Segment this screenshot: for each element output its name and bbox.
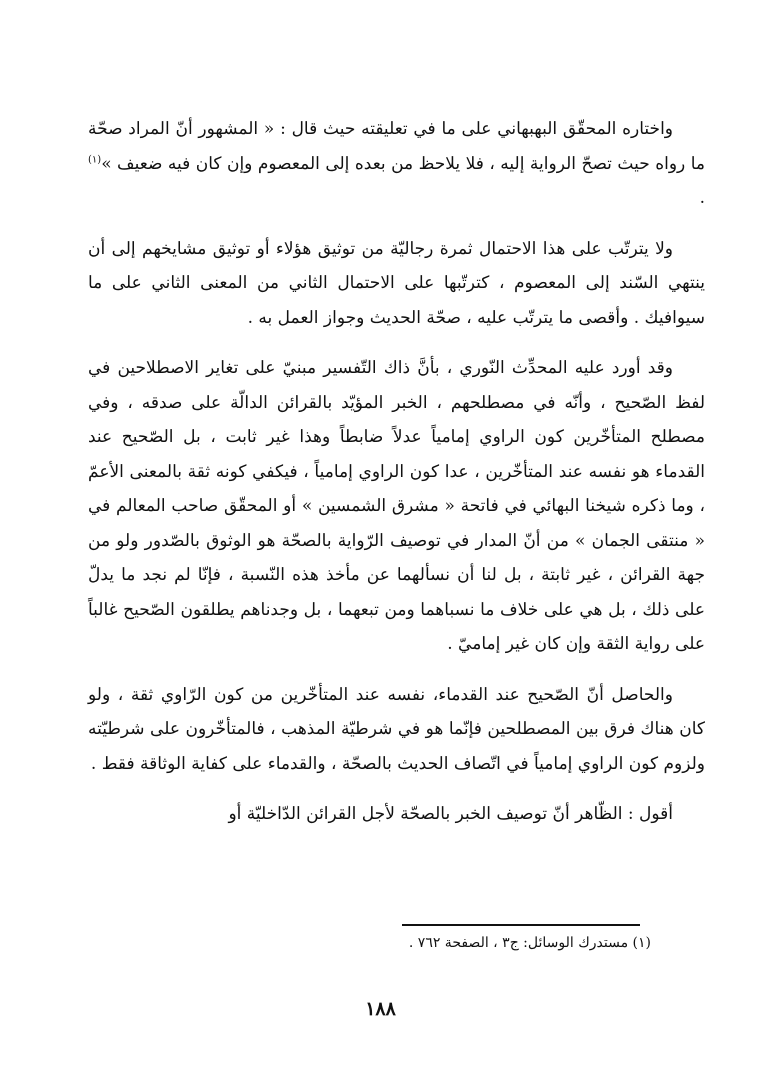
paragraph-1-tail: . — [699, 188, 705, 208]
paragraph-2: ولا يترتّب على هذا الاحتمال ثمرة رجاليّة من توثيق هؤلاء أو توثيق مشايخهم إلى أن ينتهي السّند إلى المعصوم ، كترتّبها على الاحتمال الثاني من المعنى الثاني على ما سيوافيك . وأقصى ما يترتّب عليه ، صحّة الحديث وجواز العمل به . — [88, 238, 705, 328]
footnote-divider — [402, 924, 640, 926]
page-number: ١٨٨ — [365, 998, 396, 1020]
paragraph-1 — [88, 112, 705, 216]
paragraph-1-text: واختاره المحقّق البهبهاني على ما في تعليقته حيث قال : « المشهور أنّ المراد صحّة ما رواه حيث تصحّ الرواية إليه ، فلا يلاحظ من بعده إلى المعصوم وإن كان فيه ضعيف » — [88, 119, 705, 174]
footnote: (١) مستدرك الوسائل: ج٣ ، الصفحة ٧٦٢ . — [408, 935, 651, 951]
paragraph-5: أقول : الظّاهر أنّ توصيف الخبر بالصحّة لأجل القرائن الدّاخليّة أو — [228, 804, 673, 824]
main-text — [88, 112, 705, 832]
footnote-ref-1: (١) — [88, 153, 102, 165]
paragraph-3: وقد أورد عليه المحدِّث النّوري ، بأنَّ ذاك التّفسير مبنيّ على تغاير الاصطلاحين في لفظ الصّحيح ، وأنّه في مصطلحهم ، الخبر المؤيّد بالقرائن الدالّة على صدقه ، وفي مصطلح المتأخّرين كون الراوي إمامياً عدلاً ضابطاً وهذا غير ثابت ، بل الصّحيح عند القدماء هو نفسه عند المتأخّرين ، عدا كون الراوي إمامياً ، فيكفي كونه ثقة بالمعنى الأعمّ ، وما ذكره شيخنا البهائي في فاتحة « مشرق الشمسين » أو المحقّق صاحب المعالم في « منتقى الجمان » من أنّ المدار في توصيف الرّواية بالصحّة هو الوثوق بالصّدور ولو من جهة القرائن ، غير ثابتة ، بل لنا أن نسألهما عن مأخذ هذه النّسبة ، فإنّا لم نجد ما يدلّ على ذلك ، بل هي على خلاف ما نسباهما ومن تبعهما ، بل وجدناهم يطلقون الصّحيح غالباً على رواية الثقة وإن كان غير إماميّ . — [88, 358, 705, 654]
paragraph-4: والحاصل أنّ الصّحيح عند القدماء، نفسه عند المتأخّرين من كون الرّاوي ثقة ، ولو كان هناك فرق بين المصطلحين فإنّما هو في شرطيّة المذهب ، فالمتأخّرون على شرطيّته ولزوم كون الراوي إمامياً في اتّصاف الحديث بالصحّة ، والقدماء على كفاية الوثاقة فقط . — [88, 684, 705, 774]
